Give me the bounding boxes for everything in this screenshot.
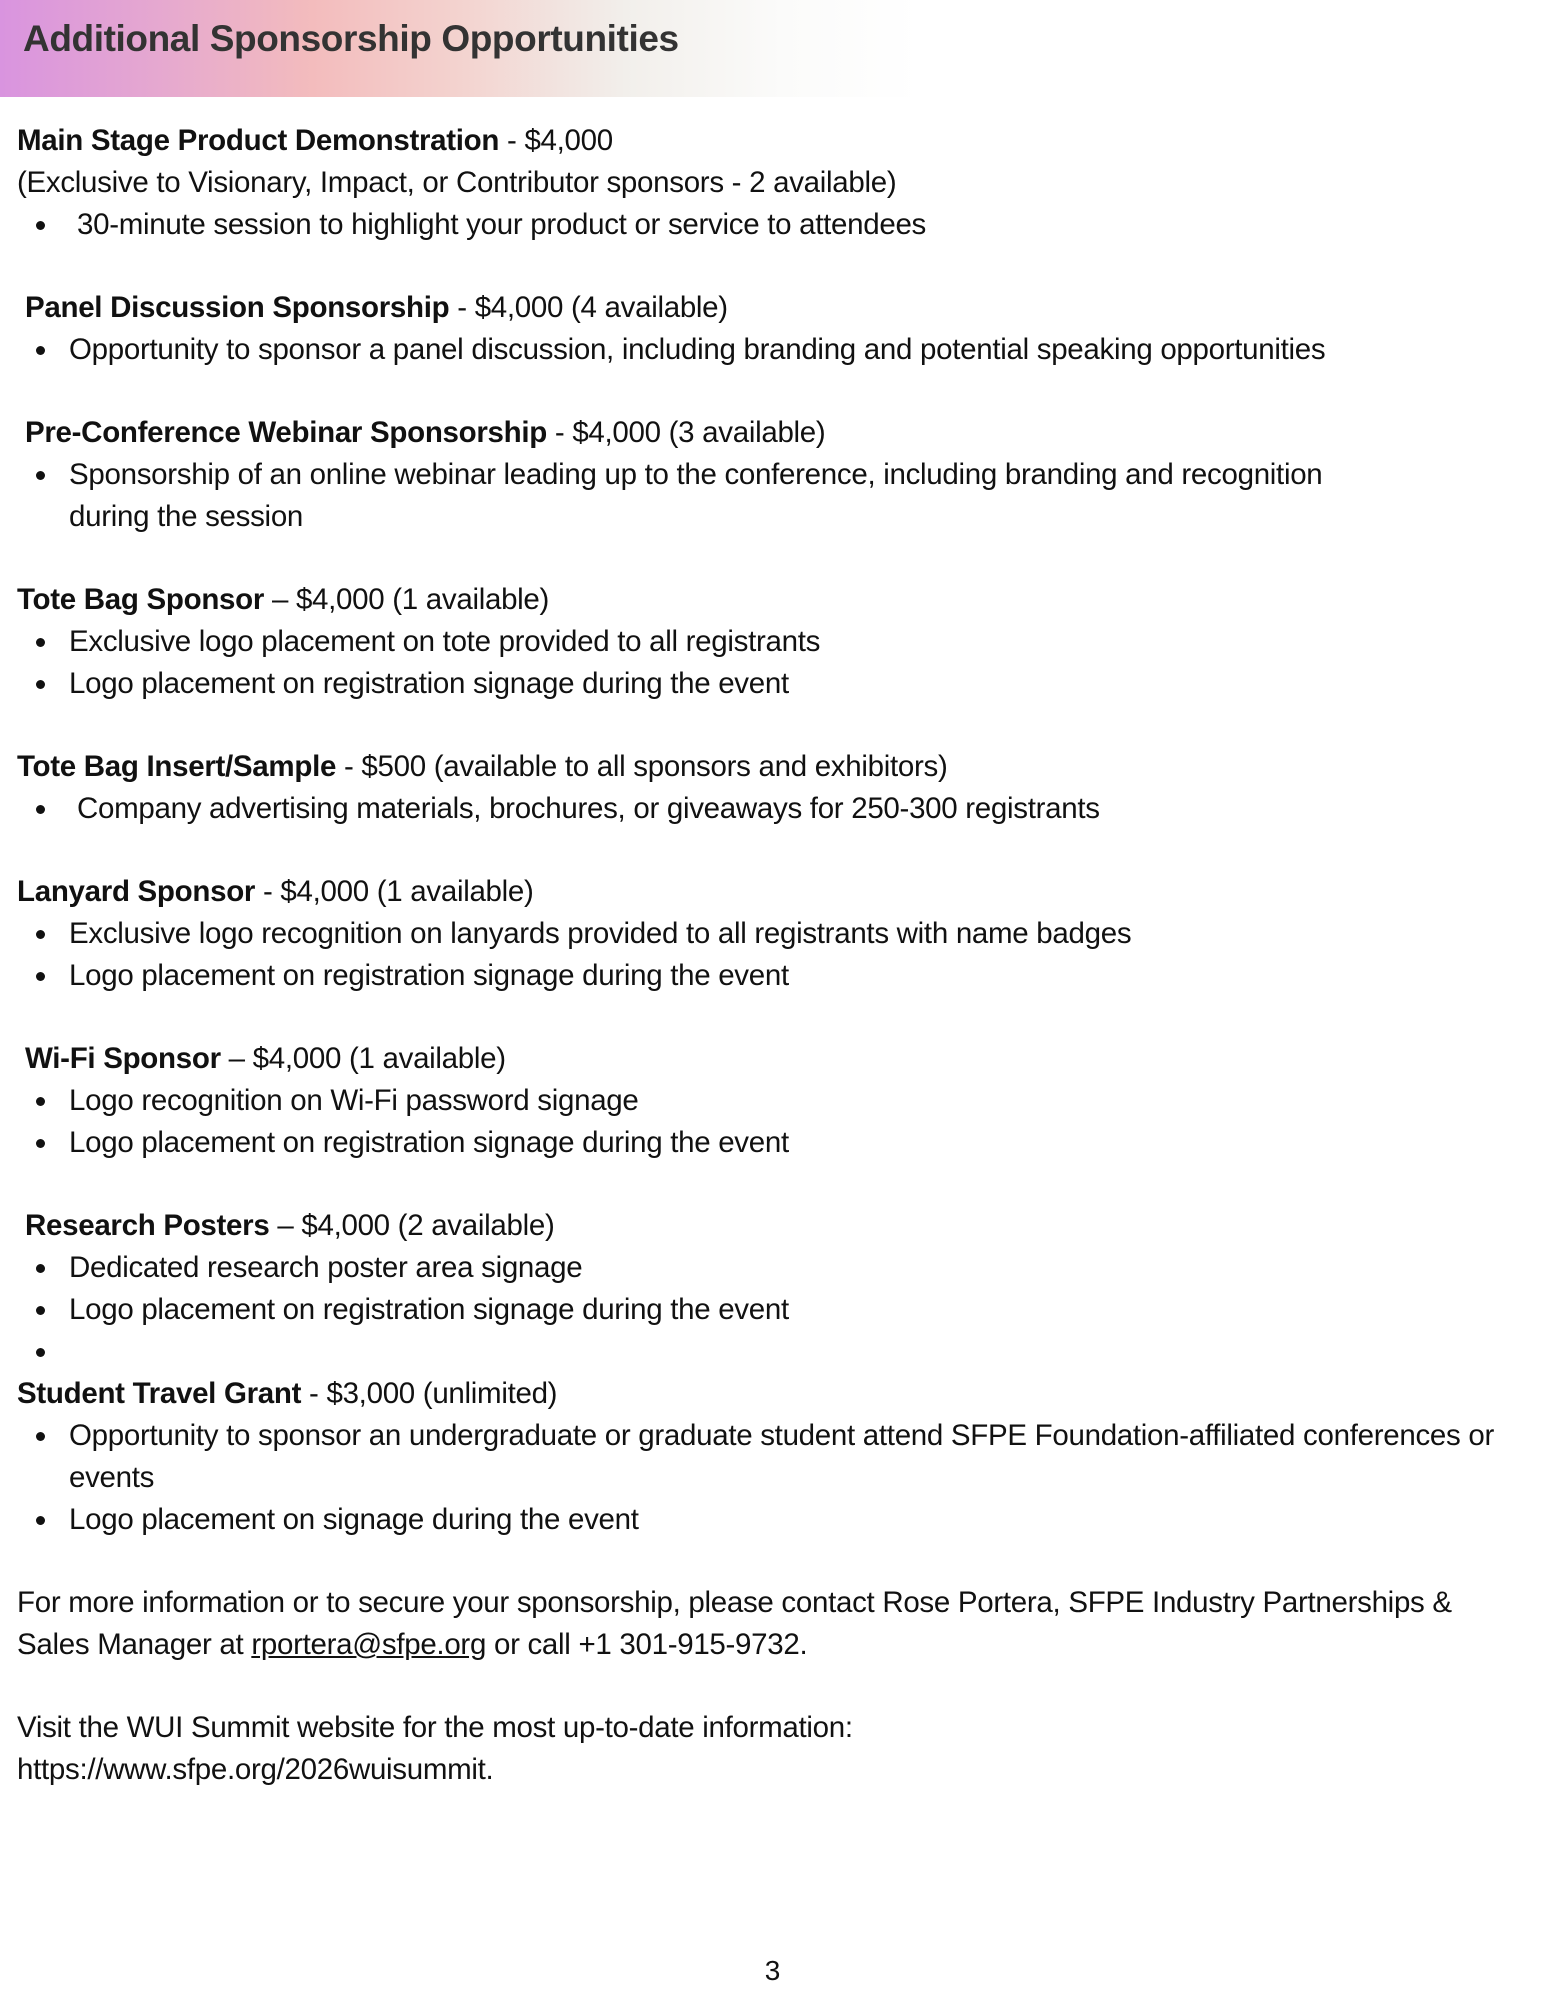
benefit-list <box>17 329 1517 371</box>
benefit-list <box>17 621 1517 705</box>
sponsorship-name: Panel Discussion Sponsorship <box>25 291 450 324</box>
list-item-empty <box>17 1331 1517 1373</box>
page-number: 3 <box>764 1955 781 1986</box>
list-item: Logo placement on registration signage during the event <box>17 955 1517 997</box>
website-intro: Visit the WUI Summit website for the most up-to-date information: <box>17 1711 853 1744</box>
sponsorship-name: Student Travel Grant <box>17 1377 302 1410</box>
benefit-list <box>17 1080 1517 1164</box>
sponsorship-price: - $4,000 <box>499 124 613 157</box>
list-item: Logo placement on registration signage during the event <box>17 1122 1517 1164</box>
benefit-list <box>17 454 1517 538</box>
sponsorship-price: - $500 (available to all sponsors and exhibitors) <box>336 750 948 783</box>
bullet-icon <box>36 1097 45 1106</box>
sponsorship-research-posters <box>17 1205 1517 1373</box>
bullet-icon <box>36 1306 45 1315</box>
sponsorship-price: - $4,000 (3 available) <box>547 416 826 449</box>
sponsorship-name: Research Posters <box>25 1209 270 1242</box>
sponsorship-pre-conference-webinar <box>17 412 1517 538</box>
header-banner <box>0 0 920 97</box>
sponsorship-tote-bag <box>17 579 1517 705</box>
sponsorship-panel-discussion <box>17 287 1517 371</box>
benefit-list <box>17 204 1517 246</box>
bullet-icon <box>36 221 45 230</box>
sponsorship-tote-bag-insert <box>17 746 1517 830</box>
email-link[interactable]: rportera@sfpe.org <box>251 1628 487 1661</box>
list-item: Exclusive logo placement on tote provided to all registrants <box>17 621 1517 663</box>
sponsorship-price: – $4,000 (1 available) <box>264 583 550 616</box>
sponsorship-name: Tote Bag Sponsor <box>17 583 265 616</box>
list-item: Sponsorship of an online webinar leading up to the conference, including branding and recognition during the session <box>17 454 1379 538</box>
sponsorship-name: Tote Bag Insert/Sample <box>17 750 337 783</box>
sponsorship-note: (Exclusive to Visionary, Impact, or Contributor sponsors - 2 available) <box>17 166 897 199</box>
website-url[interactable]: https://www.sfpe.org/2026wuisummit. <box>17 1753 494 1786</box>
list-item: Opportunity to sponsor a panel discussion, including branding and potential speaking opportunities <box>17 329 1359 371</box>
page-title: Additional Sponsorship Opportunities <box>23 18 679 59</box>
list-item: Dedicated research poster area signage <box>17 1247 1517 1289</box>
sponsorship-name: Main Stage Product Demonstration <box>17 124 500 157</box>
sponsorship-wifi <box>17 1038 1517 1164</box>
list-item: Exclusive logo recognition on lanyards provided to all registrants with name badges <box>17 913 1517 955</box>
list-item: 30-minute session to highlight your product or service to attendees <box>17 204 1517 246</box>
bullet-icon <box>36 805 45 814</box>
bullet-icon <box>36 930 45 939</box>
sponsorship-price: - $4,000 (4 available) <box>449 291 728 324</box>
sponsorship-price: – $4,000 (2 available) <box>269 1209 555 1242</box>
sponsorship-name: Pre-Conference Webinar Sponsorship <box>25 416 547 449</box>
bullet-icon <box>36 638 45 647</box>
benefit-list <box>17 1415 1517 1541</box>
list-item: Company advertising materials, brochures, or giveaways for 250-300 registrants <box>17 788 1517 830</box>
bullet-icon <box>36 680 45 689</box>
bullet-icon <box>36 1516 45 1525</box>
sponsorship-price: - $4,000 (1 available) <box>255 875 534 908</box>
sponsorship-lanyard <box>17 871 1517 997</box>
bullet-icon <box>36 471 45 480</box>
list-item: Logo placement on registration signage during the event <box>17 1289 1517 1331</box>
benefit-list <box>17 1247 1517 1373</box>
bullet-icon <box>36 1348 45 1357</box>
sponsorship-price: - $3,000 (unlimited) <box>301 1377 558 1410</box>
sponsorship-name: Lanyard Sponsor <box>17 875 256 908</box>
website-paragraph <box>17 1707 1517 1791</box>
bullet-icon <box>36 346 45 355</box>
bullet-icon <box>36 1139 45 1148</box>
sponsorship-price: – $4,000 (1 available) <box>220 1042 506 1075</box>
document-body <box>17 120 1517 1832</box>
sponsorship-name: Wi-Fi Sponsor <box>25 1042 221 1075</box>
bullet-icon <box>36 1432 45 1441</box>
list-item: Logo recognition on Wi-Fi password signage <box>17 1080 1517 1122</box>
sponsorship-student-travel-grant <box>17 1373 1517 1541</box>
contact-paragraph: For more information or to secure your sponsorship, please contact Rose Portera, SFPE Industry Partnerships & Sales Manager at rportera@sfpe.org or call +1 301-915-9732. <box>17 1586 1452 1661</box>
sponsorship-main-stage-demo <box>17 120 1517 246</box>
bullet-icon <box>36 972 45 981</box>
bullet-icon <box>36 1264 45 1273</box>
benefit-list <box>17 913 1517 997</box>
benefit-list <box>17 788 1517 830</box>
list-item: Opportunity to sponsor an undergraduate or graduate student attend SFPE Foundation-affiliated conferences or events <box>17 1415 1509 1499</box>
list-item: Logo placement on registration signage during the event <box>17 663 1517 705</box>
list-item: Logo placement on signage during the event <box>17 1499 1517 1541</box>
